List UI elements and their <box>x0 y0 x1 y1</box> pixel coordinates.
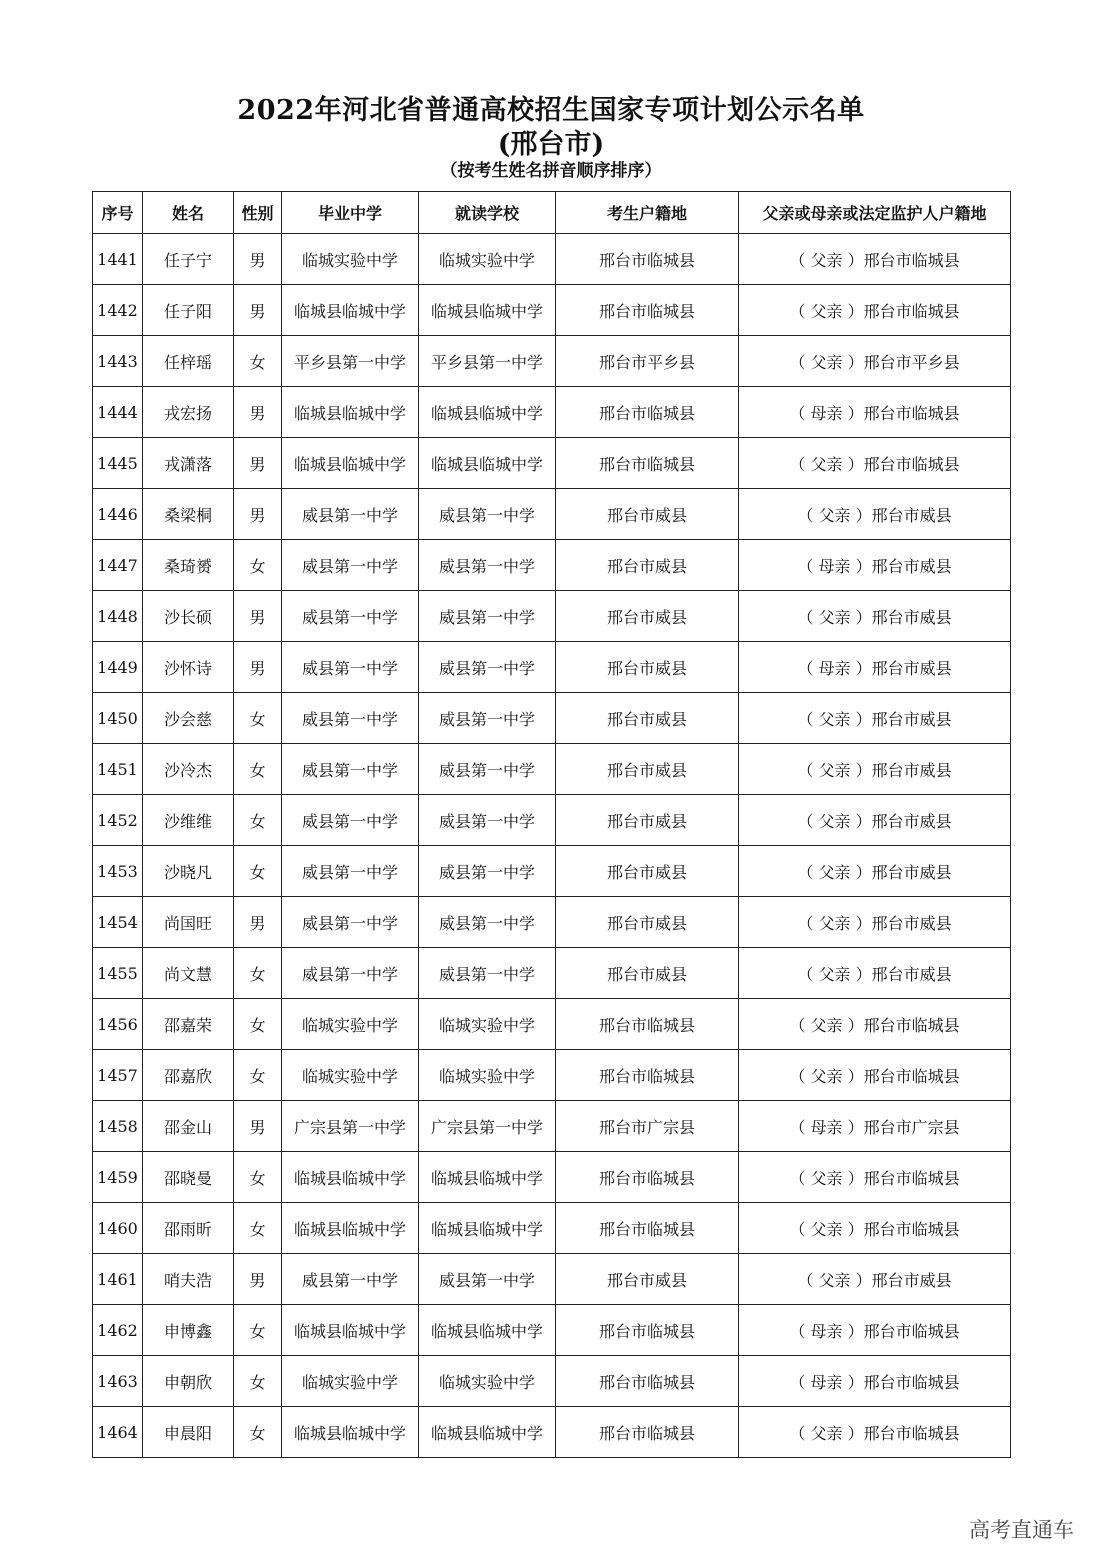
cell-household-registration: 邢台市威县 <box>556 1254 739 1305</box>
cell-name: 沙晓凡 <box>143 846 234 897</box>
cell-index: 1442 <box>93 285 143 336</box>
cell-name: 邵嘉荣 <box>143 999 234 1050</box>
cell-household-registration: 邢台市临城县 <box>556 234 739 285</box>
cell-index: 1453 <box>93 846 143 897</box>
cell-household-registration: 邢台市威县 <box>556 795 739 846</box>
cell-household-registration: 邢台市威县 <box>556 591 739 642</box>
cell-graduated-school: 临城县临城中学 <box>282 1203 419 1254</box>
cell-graduated-school: 临城实验中学 <box>282 999 419 1050</box>
table-row <box>93 999 1011 1050</box>
cell-current-school: 临城县临城中学 <box>419 1152 556 1203</box>
cell-guardian-registration: （ 父亲 ）邢台市临城县 <box>739 999 1011 1050</box>
table-row <box>93 1203 1011 1254</box>
cell-household-registration: 邢台市威县 <box>556 489 739 540</box>
table-row <box>93 642 1011 693</box>
table-row <box>93 1254 1011 1305</box>
cell-guardian-registration: （ 母亲 ）邢台市临城县 <box>739 387 1011 438</box>
cell-graduated-school: 威县第一中学 <box>282 693 419 744</box>
cell-graduated-school: 威县第一中学 <box>282 591 419 642</box>
cell-household-registration: 邢台市临城县 <box>556 999 739 1050</box>
table-row <box>93 234 1011 285</box>
cell-household-registration: 邢台市广宗县 <box>556 1101 739 1152</box>
cell-gender: 女 <box>234 1203 282 1254</box>
table-row <box>93 1152 1011 1203</box>
cell-index: 1441 <box>93 234 143 285</box>
cell-gender: 男 <box>234 1254 282 1305</box>
cell-index: 1464 <box>93 1407 143 1458</box>
cell-index: 1452 <box>93 795 143 846</box>
col-header-guardian-registration: 父亲或母亲或法定监护人户籍地 <box>739 192 1011 234</box>
cell-current-school: 威县第一中学 <box>419 693 556 744</box>
cell-current-school: 临城县临城中学 <box>419 387 556 438</box>
cell-gender: 女 <box>234 795 282 846</box>
cell-current-school: 临城实验中学 <box>419 999 556 1050</box>
cell-graduated-school: 临城县临城中学 <box>282 438 419 489</box>
table-row <box>93 285 1011 336</box>
cell-name: 申朝欣 <box>143 1356 234 1407</box>
sort-note: （按考生姓名拼音顺序排序） <box>440 161 662 181</box>
cell-index: 1450 <box>93 693 143 744</box>
header-row <box>93 192 1011 234</box>
cell-household-registration: 邢台市临城县 <box>556 1305 739 1356</box>
cell-name: 哨夫浩 <box>143 1254 234 1305</box>
cell-current-school: 威县第一中学 <box>419 795 556 846</box>
cell-index: 1454 <box>93 897 143 948</box>
table-row <box>93 1356 1011 1407</box>
table-row <box>93 1101 1011 1152</box>
cell-index: 1445 <box>93 438 143 489</box>
cell-guardian-registration: （ 母亲 ）邢台市广宗县 <box>739 1101 1011 1152</box>
cell-name: 尚国旺 <box>143 897 234 948</box>
cell-gender: 男 <box>234 285 282 336</box>
cell-graduated-school: 威县第一中学 <box>282 948 419 999</box>
cell-current-school: 临城县临城中学 <box>419 438 556 489</box>
cell-graduated-school: 平乡县第一中学 <box>282 336 419 387</box>
cell-index: 1443 <box>93 336 143 387</box>
cell-gender: 女 <box>234 948 282 999</box>
cell-current-school: 临城实验中学 <box>419 1356 556 1407</box>
cell-gender: 女 <box>234 1152 282 1203</box>
cell-index: 1447 <box>93 540 143 591</box>
cell-index: 1457 <box>93 1050 143 1101</box>
cell-graduated-school: 威县第一中学 <box>282 642 419 693</box>
cell-index: 1458 <box>93 1101 143 1152</box>
table-row <box>93 1305 1011 1356</box>
cell-current-school: 临城县临城中学 <box>419 1305 556 1356</box>
cell-graduated-school: 威县第一中学 <box>282 846 419 897</box>
cell-graduated-school: 威县第一中学 <box>282 744 419 795</box>
cell-name: 沙维维 <box>143 795 234 846</box>
cell-guardian-registration: （ 父亲 ）邢台市威县 <box>739 795 1011 846</box>
cell-household-registration: 邢台市威县 <box>556 540 739 591</box>
cell-graduated-school: 临城实验中学 <box>282 234 419 285</box>
cell-gender: 男 <box>234 591 282 642</box>
cell-current-school: 威县第一中学 <box>419 642 556 693</box>
cell-index: 1461 <box>93 1254 143 1305</box>
cell-household-registration: 邢台市临城县 <box>556 1407 739 1458</box>
table-row <box>93 591 1011 642</box>
cell-current-school: 威县第一中学 <box>419 540 556 591</box>
table-row <box>93 387 1011 438</box>
cell-household-registration: 邢台市威县 <box>556 693 739 744</box>
document-title: 2022年河北省普通高校招生国家专项计划公示名单 <box>237 95 865 126</box>
cell-current-school: 威县第一中学 <box>419 1254 556 1305</box>
cell-graduated-school: 临城县临城中学 <box>282 1152 419 1203</box>
cell-gender: 男 <box>234 234 282 285</box>
cell-guardian-registration: （ 父亲 ）邢台市临城县 <box>739 1050 1011 1101</box>
cell-guardian-registration: （ 母亲 ）邢台市临城县 <box>739 1305 1011 1356</box>
cell-index: 1451 <box>93 744 143 795</box>
cell-name: 邵晓曼 <box>143 1152 234 1203</box>
table-row <box>93 846 1011 897</box>
cell-guardian-registration: （ 母亲 ）邢台市威县 <box>739 642 1011 693</box>
cell-household-registration: 邢台市临城县 <box>556 1203 739 1254</box>
cell-graduated-school: 威县第一中学 <box>282 1254 419 1305</box>
cell-gender: 女 <box>234 999 282 1050</box>
cell-gender: 女 <box>234 693 282 744</box>
cell-name: 桑梁桐 <box>143 489 234 540</box>
roster-table <box>92 191 1011 1458</box>
cell-name: 戎宏扬 <box>143 387 234 438</box>
cell-guardian-registration: （ 父亲 ）邢台市临城县 <box>739 285 1011 336</box>
cell-guardian-registration: （ 父亲 ）邢台市临城县 <box>739 1407 1011 1458</box>
cell-graduated-school: 临城县临城中学 <box>282 1407 419 1458</box>
cell-household-registration: 邢台市平乡县 <box>556 336 739 387</box>
cell-name: 申晨阳 <box>143 1407 234 1458</box>
cell-current-school: 威县第一中学 <box>419 948 556 999</box>
cell-household-registration: 邢台市临城县 <box>556 285 739 336</box>
cell-household-registration: 邢台市临城县 <box>556 1152 739 1203</box>
cell-gender: 女 <box>234 540 282 591</box>
cell-guardian-registration: （ 父亲 ）邢台市威县 <box>739 489 1011 540</box>
cell-current-school: 威县第一中学 <box>419 591 556 642</box>
cell-graduated-school: 威县第一中学 <box>282 897 419 948</box>
table-row <box>93 540 1011 591</box>
cell-household-registration: 邢台市临城县 <box>556 438 739 489</box>
cell-index: 1446 <box>93 489 143 540</box>
table-row <box>93 948 1011 999</box>
cell-graduated-school: 威县第一中学 <box>282 489 419 540</box>
cell-name: 桑琦赟 <box>143 540 234 591</box>
cell-guardian-registration: （ 父亲 ）邢台市威县 <box>739 693 1011 744</box>
cell-name: 邵嘉欣 <box>143 1050 234 1101</box>
cell-guardian-registration: （ 母亲 ）邢台市临城县 <box>739 1356 1011 1407</box>
cell-household-registration: 邢台市威县 <box>556 846 739 897</box>
cell-index: 1460 <box>93 1203 143 1254</box>
cell-guardian-registration: （ 父亲 ）邢台市威县 <box>739 948 1011 999</box>
cell-guardian-registration: （ 父亲 ）邢台市平乡县 <box>739 336 1011 387</box>
cell-gender: 男 <box>234 387 282 438</box>
cell-name: 沙怀诗 <box>143 642 234 693</box>
cell-current-school: 威县第一中学 <box>419 846 556 897</box>
cell-name: 邵雨昕 <box>143 1203 234 1254</box>
cell-index: 1449 <box>93 642 143 693</box>
cell-index: 1444 <box>93 387 143 438</box>
table-row <box>93 1407 1011 1458</box>
cell-name: 任子宁 <box>143 234 234 285</box>
cell-guardian-registration: （ 父亲 ）邢台市临城县 <box>739 1203 1011 1254</box>
col-header-index: 序号 <box>93 192 143 234</box>
cell-household-registration: 邢台市威县 <box>556 744 739 795</box>
table-row <box>93 489 1011 540</box>
cell-graduated-school: 威县第一中学 <box>282 795 419 846</box>
cell-gender: 男 <box>234 438 282 489</box>
cell-guardian-registration: （ 父亲 ）邢台市威县 <box>739 897 1011 948</box>
cell-current-school: 威县第一中学 <box>419 489 556 540</box>
cell-guardian-registration: （ 父亲 ）邢台市临城县 <box>739 1152 1011 1203</box>
cell-household-registration: 邢台市威县 <box>556 897 739 948</box>
table-row <box>93 744 1011 795</box>
col-header-name: 姓名 <box>143 192 234 234</box>
col-header-gender: 性别 <box>234 192 282 234</box>
table-row <box>93 897 1011 948</box>
cell-name: 沙长硕 <box>143 591 234 642</box>
table-row <box>93 1050 1011 1101</box>
cell-name: 邵金山 <box>143 1101 234 1152</box>
cell-graduated-school: 临城实验中学 <box>282 1050 419 1101</box>
cell-graduated-school: 临城县临城中学 <box>282 1305 419 1356</box>
cell-current-school: 临城县临城中学 <box>419 1203 556 1254</box>
cell-name: 沙会慈 <box>143 693 234 744</box>
cell-gender: 女 <box>234 1356 282 1407</box>
table-row <box>93 795 1011 846</box>
cell-current-school: 临城实验中学 <box>419 1050 556 1101</box>
cell-guardian-registration: （ 父亲 ）邢台市临城县 <box>739 438 1011 489</box>
cell-gender: 女 <box>234 744 282 795</box>
cell-household-registration: 邢台市临城县 <box>556 1050 739 1101</box>
cell-graduated-school: 临城实验中学 <box>282 1356 419 1407</box>
cell-gender: 男 <box>234 1101 282 1152</box>
cell-current-school: 临城县临城中学 <box>419 285 556 336</box>
cell-gender: 男 <box>234 897 282 948</box>
cell-name: 申博鑫 <box>143 1305 234 1356</box>
cell-name: 戎潇落 <box>143 438 234 489</box>
cell-gender: 女 <box>234 1050 282 1101</box>
cell-name: 任梓瑶 <box>143 336 234 387</box>
cell-gender: 女 <box>234 336 282 387</box>
cell-current-school: 临城实验中学 <box>419 234 556 285</box>
cell-index: 1448 <box>93 591 143 642</box>
cell-guardian-registration: （ 父亲 ）邢台市威县 <box>739 1254 1011 1305</box>
cell-household-registration: 邢台市威县 <box>556 642 739 693</box>
cell-household-registration: 邢台市临城县 <box>556 1356 739 1407</box>
cell-name: 任子阳 <box>143 285 234 336</box>
cell-guardian-registration: （ 父亲 ）邢台市威县 <box>739 591 1011 642</box>
cell-graduated-school: 广宗县第一中学 <box>282 1101 419 1152</box>
cell-gender: 女 <box>234 846 282 897</box>
cell-name: 沙冷杰 <box>143 744 234 795</box>
cell-gender: 女 <box>234 1407 282 1458</box>
cell-guardian-registration: （ 父亲 ）邢台市临城县 <box>739 234 1011 285</box>
cell-index: 1462 <box>93 1305 143 1356</box>
col-header-current-school: 就读学校 <box>419 192 556 234</box>
table-row <box>93 693 1011 744</box>
cell-gender: 女 <box>234 1305 282 1356</box>
table-row <box>93 438 1011 489</box>
cell-current-school: 广宗县第一中学 <box>419 1101 556 1152</box>
cell-graduated-school: 临城县临城中学 <box>282 285 419 336</box>
cell-household-registration: 邢台市临城县 <box>556 387 739 438</box>
cell-index: 1456 <box>93 999 143 1050</box>
col-header-graduated-school: 毕业中学 <box>282 192 419 234</box>
cell-gender: 男 <box>234 489 282 540</box>
cell-current-school: 威县第一中学 <box>419 897 556 948</box>
cell-current-school: 平乡县第一中学 <box>419 336 556 387</box>
cell-household-registration: 邢台市威县 <box>556 948 739 999</box>
cell-guardian-registration: （ 父亲 ）邢台市威县 <box>739 744 1011 795</box>
cell-gender: 男 <box>234 642 282 693</box>
table-row <box>93 336 1011 387</box>
cell-current-school: 临城县临城中学 <box>419 1407 556 1458</box>
cell-guardian-registration: （ 父亲 ）邢台市威县 <box>739 846 1011 897</box>
cell-index: 1459 <box>93 1152 143 1203</box>
cell-index: 1463 <box>93 1356 143 1407</box>
cell-name: 尚文慧 <box>143 948 234 999</box>
cell-index: 1455 <box>93 948 143 999</box>
city-subtitle: (邢台市) <box>497 129 605 160</box>
cell-guardian-registration: （ 母亲 ）邢台市威县 <box>739 540 1011 591</box>
cell-current-school: 威县第一中学 <box>419 744 556 795</box>
cell-graduated-school: 威县第一中学 <box>282 540 419 591</box>
col-header-household-registration: 考生户籍地 <box>556 192 739 234</box>
watermark-text: 高考直通车 <box>969 1518 1074 1542</box>
cell-graduated-school: 临城县临城中学 <box>282 387 419 438</box>
